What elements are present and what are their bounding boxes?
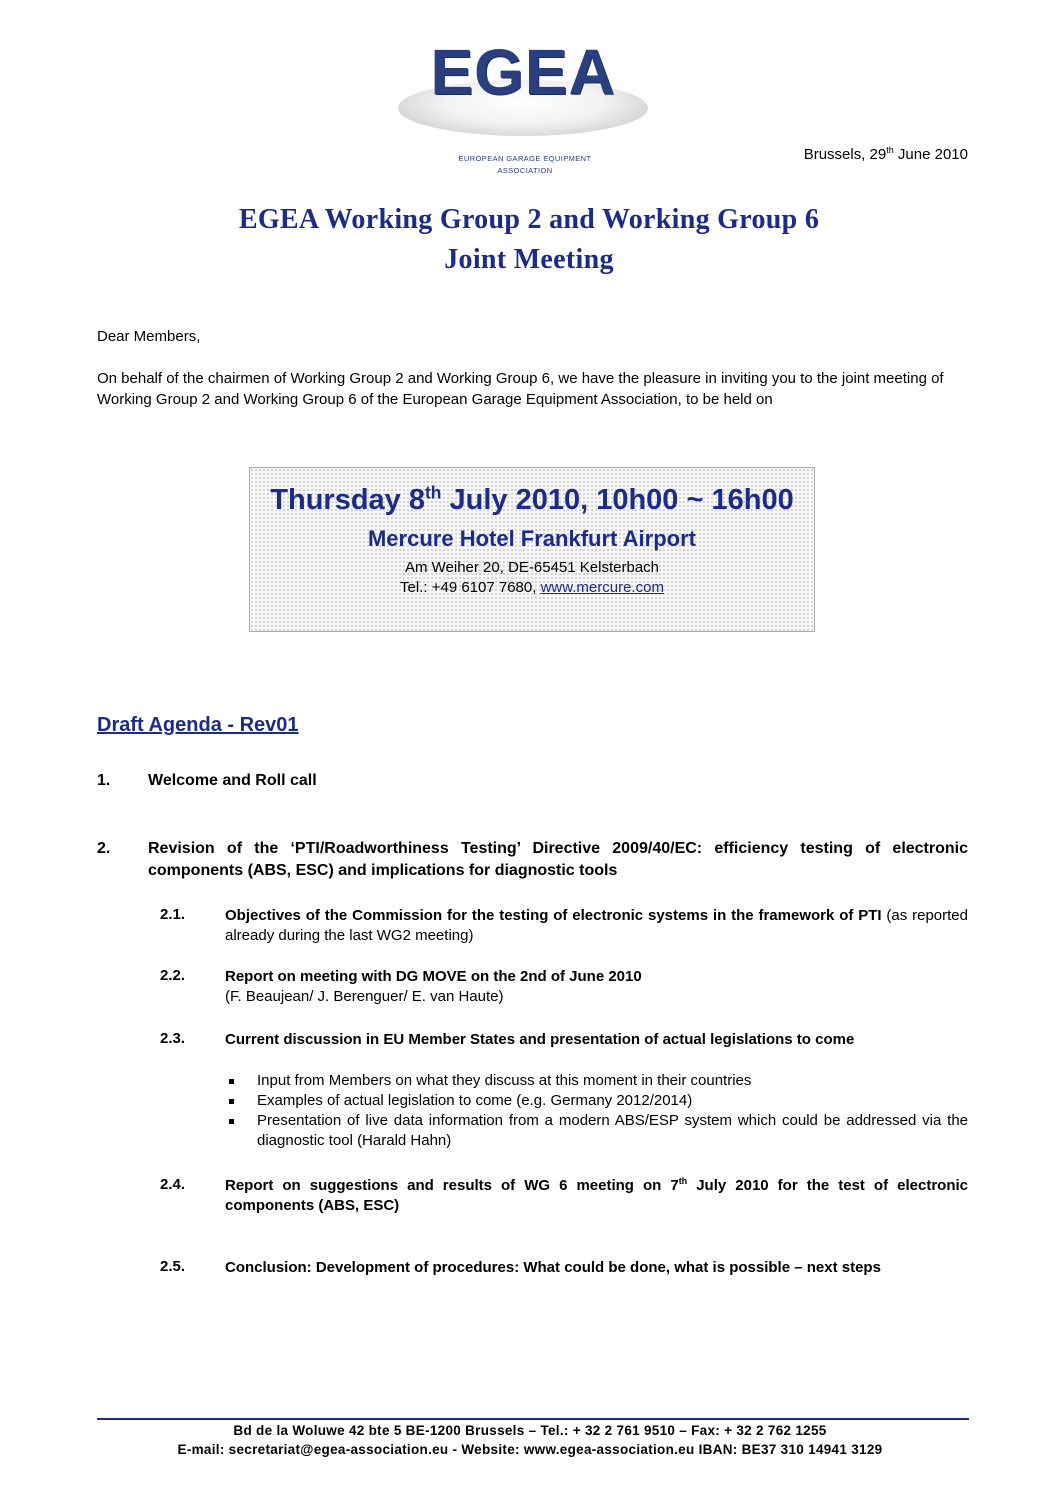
item-number: 1. bbox=[97, 772, 111, 789]
subitem-number: 2.3. bbox=[160, 1030, 186, 1047]
footer-address: Bd de la Woluwe 42 bte 5 BE-1200 Brussels – Tel.: + 32 2 761 9510 – Fax: + 32 2 762 1255 bbox=[233, 1423, 827, 1438]
subitem-bold-text: Current discussion in EU Member States and presentation of actual legislations to come bbox=[225, 1031, 855, 1048]
venue-hotel: Mercure Hotel Frankfurt Airport bbox=[367, 526, 696, 551]
subitem-number: 2.5. bbox=[160, 1258, 186, 1275]
bullet-item bbox=[225, 1071, 968, 1091]
subitem-bold-text bbox=[225, 1176, 968, 1216]
item-text: Welcome and Roll call bbox=[148, 772, 317, 789]
letter-date bbox=[804, 146, 968, 163]
subitem-number: 2.4. bbox=[160, 1176, 186, 1193]
bullet-item bbox=[225, 1111, 968, 1151]
meeting-date-suffix: July 2010, 10h00 ~ 16h00 bbox=[441, 484, 794, 516]
subitem-note: (F. Beaujean/ J. Berenguer/ E. van Haute) bbox=[225, 988, 504, 1005]
date-prefix: Brussels, 29 bbox=[803, 146, 887, 163]
subitem-bold-text: Conclusion: Development of procedures: What could be done, what is possible – next steps bbox=[225, 1259, 881, 1276]
title-line-2: Joint Meeting bbox=[444, 244, 614, 275]
subitem-number: 2.1. bbox=[160, 906, 186, 923]
venue-contact bbox=[250, 578, 814, 598]
intro-paragraph: On behalf of the chairmen of Working Group 2 and Working Group 6, we have the pleasure in inviting you to the joint meeting of Working Group 2 and Working Group 6 of the European Garage Equipment Association, to be held on bbox=[97, 370, 944, 408]
date-sup: th bbox=[886, 145, 894, 155]
bullet-item bbox=[225, 1091, 968, 1111]
subitem-bold-text: Objectives of the Commission for the testing of electronic systems in the framework of PTI bbox=[225, 907, 882, 924]
subitem-text-prefix: Report on suggestions and results of WG 6 meeting on 7 bbox=[225, 1177, 679, 1194]
document-title bbox=[0, 200, 1058, 280]
venue-website-link[interactable]: www.mercure.com bbox=[540, 579, 664, 596]
bullet-text: Examples of actual legislation to come (e.g. Germany 2012/2014) bbox=[257, 1092, 693, 1109]
subitem-note: (as reported already during the last WG2 meeting) bbox=[225, 907, 968, 944]
venue-tel: Tel.: +49 6107 7680, bbox=[400, 579, 541, 596]
square-bullet-icon bbox=[229, 1099, 234, 1104]
subitem-bold-text: Report on meeting with DG MOVE on the 2nd of June 2010 bbox=[225, 968, 642, 985]
footer-contact: E-mail: secretariat@egea-association.eu - Website: www.egea-association.eu IBAN: BE37 310 14941 3129 bbox=[177, 1442, 883, 1457]
bullet-text: Presentation of live data information from a modern ABS/ESP system which could be addressed via the diagnostic tool (Harald Hahn) bbox=[257, 1112, 968, 1149]
logo-subtitle: EUROPEAN GARAGE EQUIPMENT ASSOCIATION bbox=[458, 154, 592, 175]
meeting-date-sup: th bbox=[425, 482, 442, 503]
subitem-text-sup: th bbox=[678, 1176, 688, 1186]
venue-box bbox=[249, 467, 815, 632]
meeting-date-prefix: Thursday 8 bbox=[270, 484, 425, 516]
logo-wordmark: EGEA bbox=[430, 36, 616, 108]
square-bullet-icon bbox=[229, 1119, 234, 1124]
date-suffix: June 2010 bbox=[893, 146, 968, 163]
subitem-text-suffix: July 2010 for the test of electronic components (ABS, ESC) bbox=[225, 1177, 968, 1214]
meeting-date bbox=[250, 480, 814, 520]
subitem-text bbox=[225, 906, 968, 946]
subitem-bullet-list bbox=[225, 1071, 968, 1151]
title-line-1: EGEA Working Group 2 and Working Group 6 bbox=[238, 204, 820, 235]
subitem-text bbox=[225, 967, 968, 1007]
square-bullet-icon bbox=[229, 1079, 234, 1084]
item-text: Revision of the ‘PTI/Roadworthiness Testing’ Directive 2009/40/EC: efficiency testing of electronic components (ABS, ESC) and implications for diagnostic tools bbox=[148, 840, 968, 879]
bullet-text: Input from Members on what they discuss at this moment in their countries bbox=[257, 1072, 752, 1089]
salutation: Dear Members, bbox=[97, 328, 201, 345]
subitem-number: 2.2. bbox=[160, 967, 186, 984]
agenda-heading: Draft Agenda - Rev01 bbox=[97, 714, 299, 736]
footer-divider bbox=[97, 1418, 969, 1420]
egea-logo bbox=[398, 36, 648, 175]
venue-address: Am Weiher 20, DE-65451 Kelsterbach bbox=[404, 559, 660, 576]
item-number: 2. bbox=[97, 840, 111, 857]
